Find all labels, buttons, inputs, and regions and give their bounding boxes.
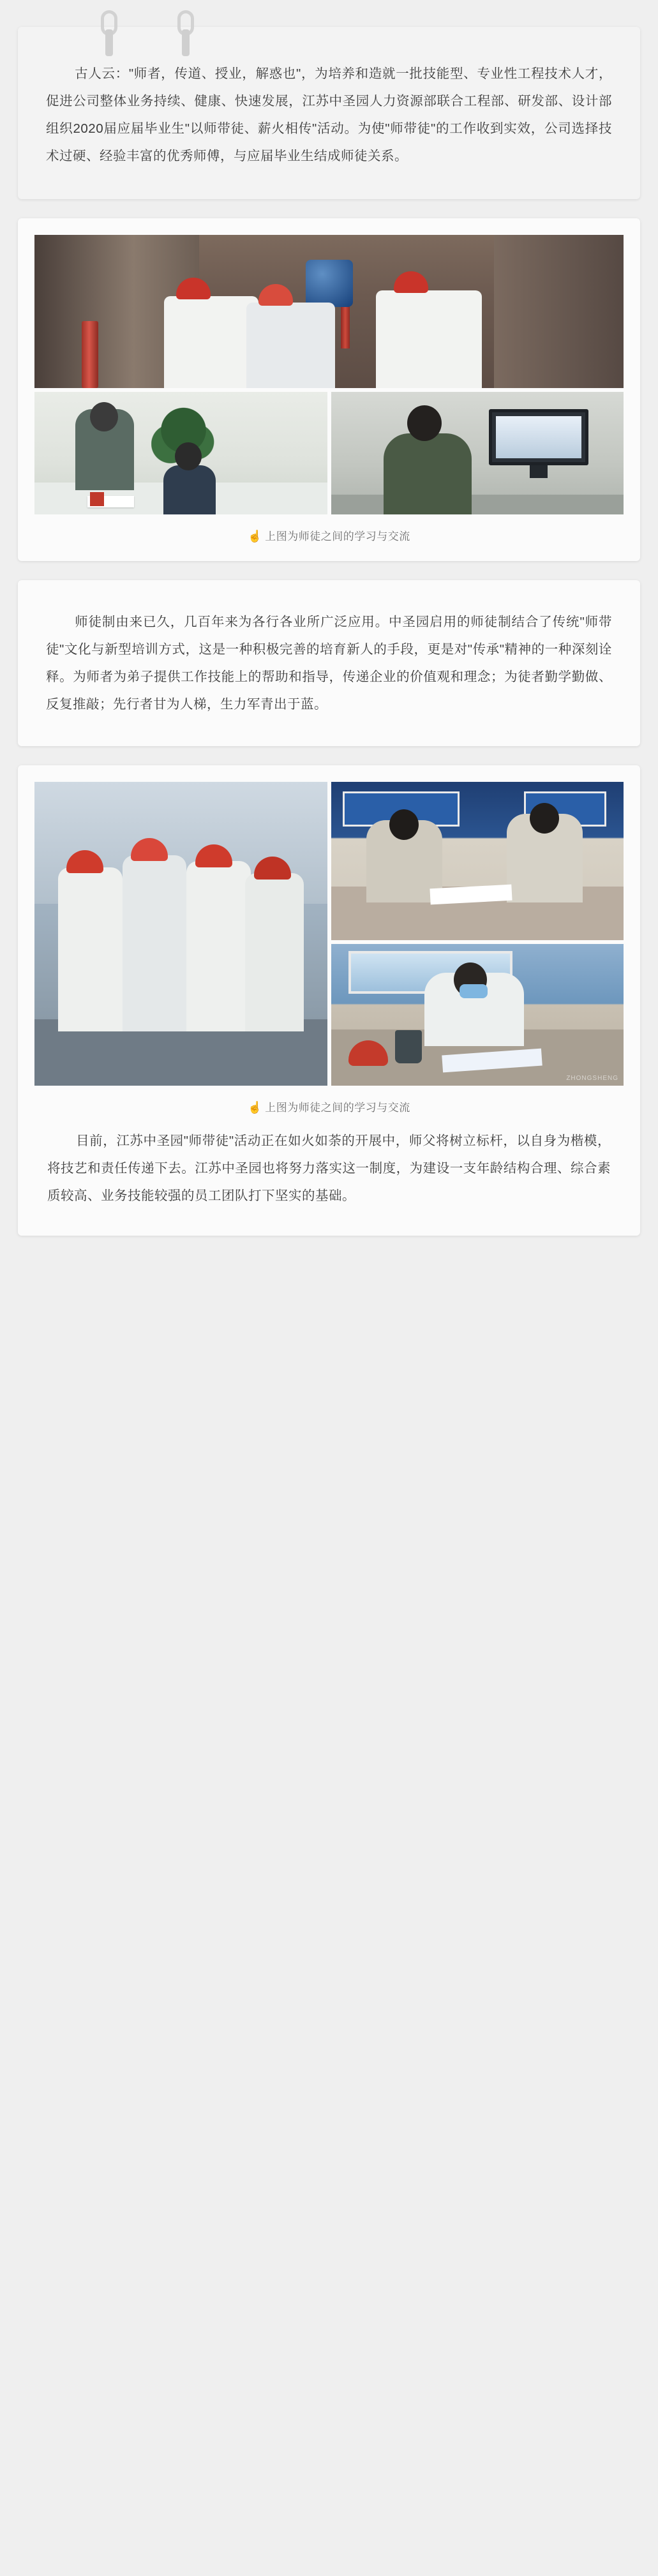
photo-desk-writing: [331, 782, 624, 940]
intro-paragraph: 古人云："师者，传道、授业，解惑也"，为培养和造就一批技能型、专业性工程技术人才，促进公司整体业务持续、健康、快速发展，江苏中圣园人力资源部联合工程部、研发部、设计部组织2020届应届毕业生"以师带徒、薪火相传"活动。为使"师带徒"的工作收到实效，公司选择技术过硬、经验丰富的优秀师傅，与应届毕业生结成师徒关系。: [46, 66, 612, 164]
photo-card-two: [18, 765, 640, 1235]
photo-grid-one: [34, 235, 624, 514]
clip-decoration-group: [18, 10, 640, 55]
caption-two: [34, 1086, 624, 1121]
bottom-paragraph: 目前，江苏中圣园"师带徒"活动正在如火如荼的开展中，师父将树立标杆，以自身为楷模，将技艺和责任传递下去。江苏中圣园也将努力落实这一制度，为建设一支年龄结构合理、综合素质较高、业务技能较强的员工团队打下坚实的基础。: [47, 1134, 611, 1204]
hand-pointing-icon: ☝: [248, 530, 263, 543]
middle-text-card: [18, 580, 640, 746]
photo-workers-valve: [34, 235, 624, 388]
paper-clip-left-icon: [101, 10, 117, 57]
photo-grid-two: [34, 782, 624, 1086]
hand-pointing-icon: ☝: [248, 1101, 263, 1114]
photo-masked-engineer: [331, 944, 624, 1086]
paper-clip-right-icon: [177, 10, 194, 57]
caption-one-text: 上图为师徒之间的学习与交流: [265, 530, 410, 543]
caption-two-text: 上图为师徒之间的学习与交流: [265, 1102, 410, 1114]
photo-watermark: ZHONGSHENG: [566, 1075, 618, 1082]
article-page: [0, 0, 658, 1236]
photo-computer-training: [331, 392, 624, 514]
photo-card-one: [18, 218, 640, 561]
photo-safety-helmet-team: [34, 782, 327, 1086]
middle-paragraph: 师徒制由来已久，几百年来为各行各业所广泛应用。中圣园启用的师徒制结合了传统"师带徒"文化与新型培训方式，这是一种积极完善的培育新人的手段，更是对"传承"精神的一种深刻诠释。为师者为弟子提供工作技能上的帮助和指导，传递企业的价值观和理念；为徒者勤学勤做、反复推敲；先行者甘为人梯，生力军青出于蓝。: [46, 615, 612, 712]
photo-office-discussion: [34, 392, 327, 514]
caption-one: [34, 514, 624, 550]
bottom-text-block: [34, 1121, 624, 1224]
intro-card: [18, 27, 640, 199]
